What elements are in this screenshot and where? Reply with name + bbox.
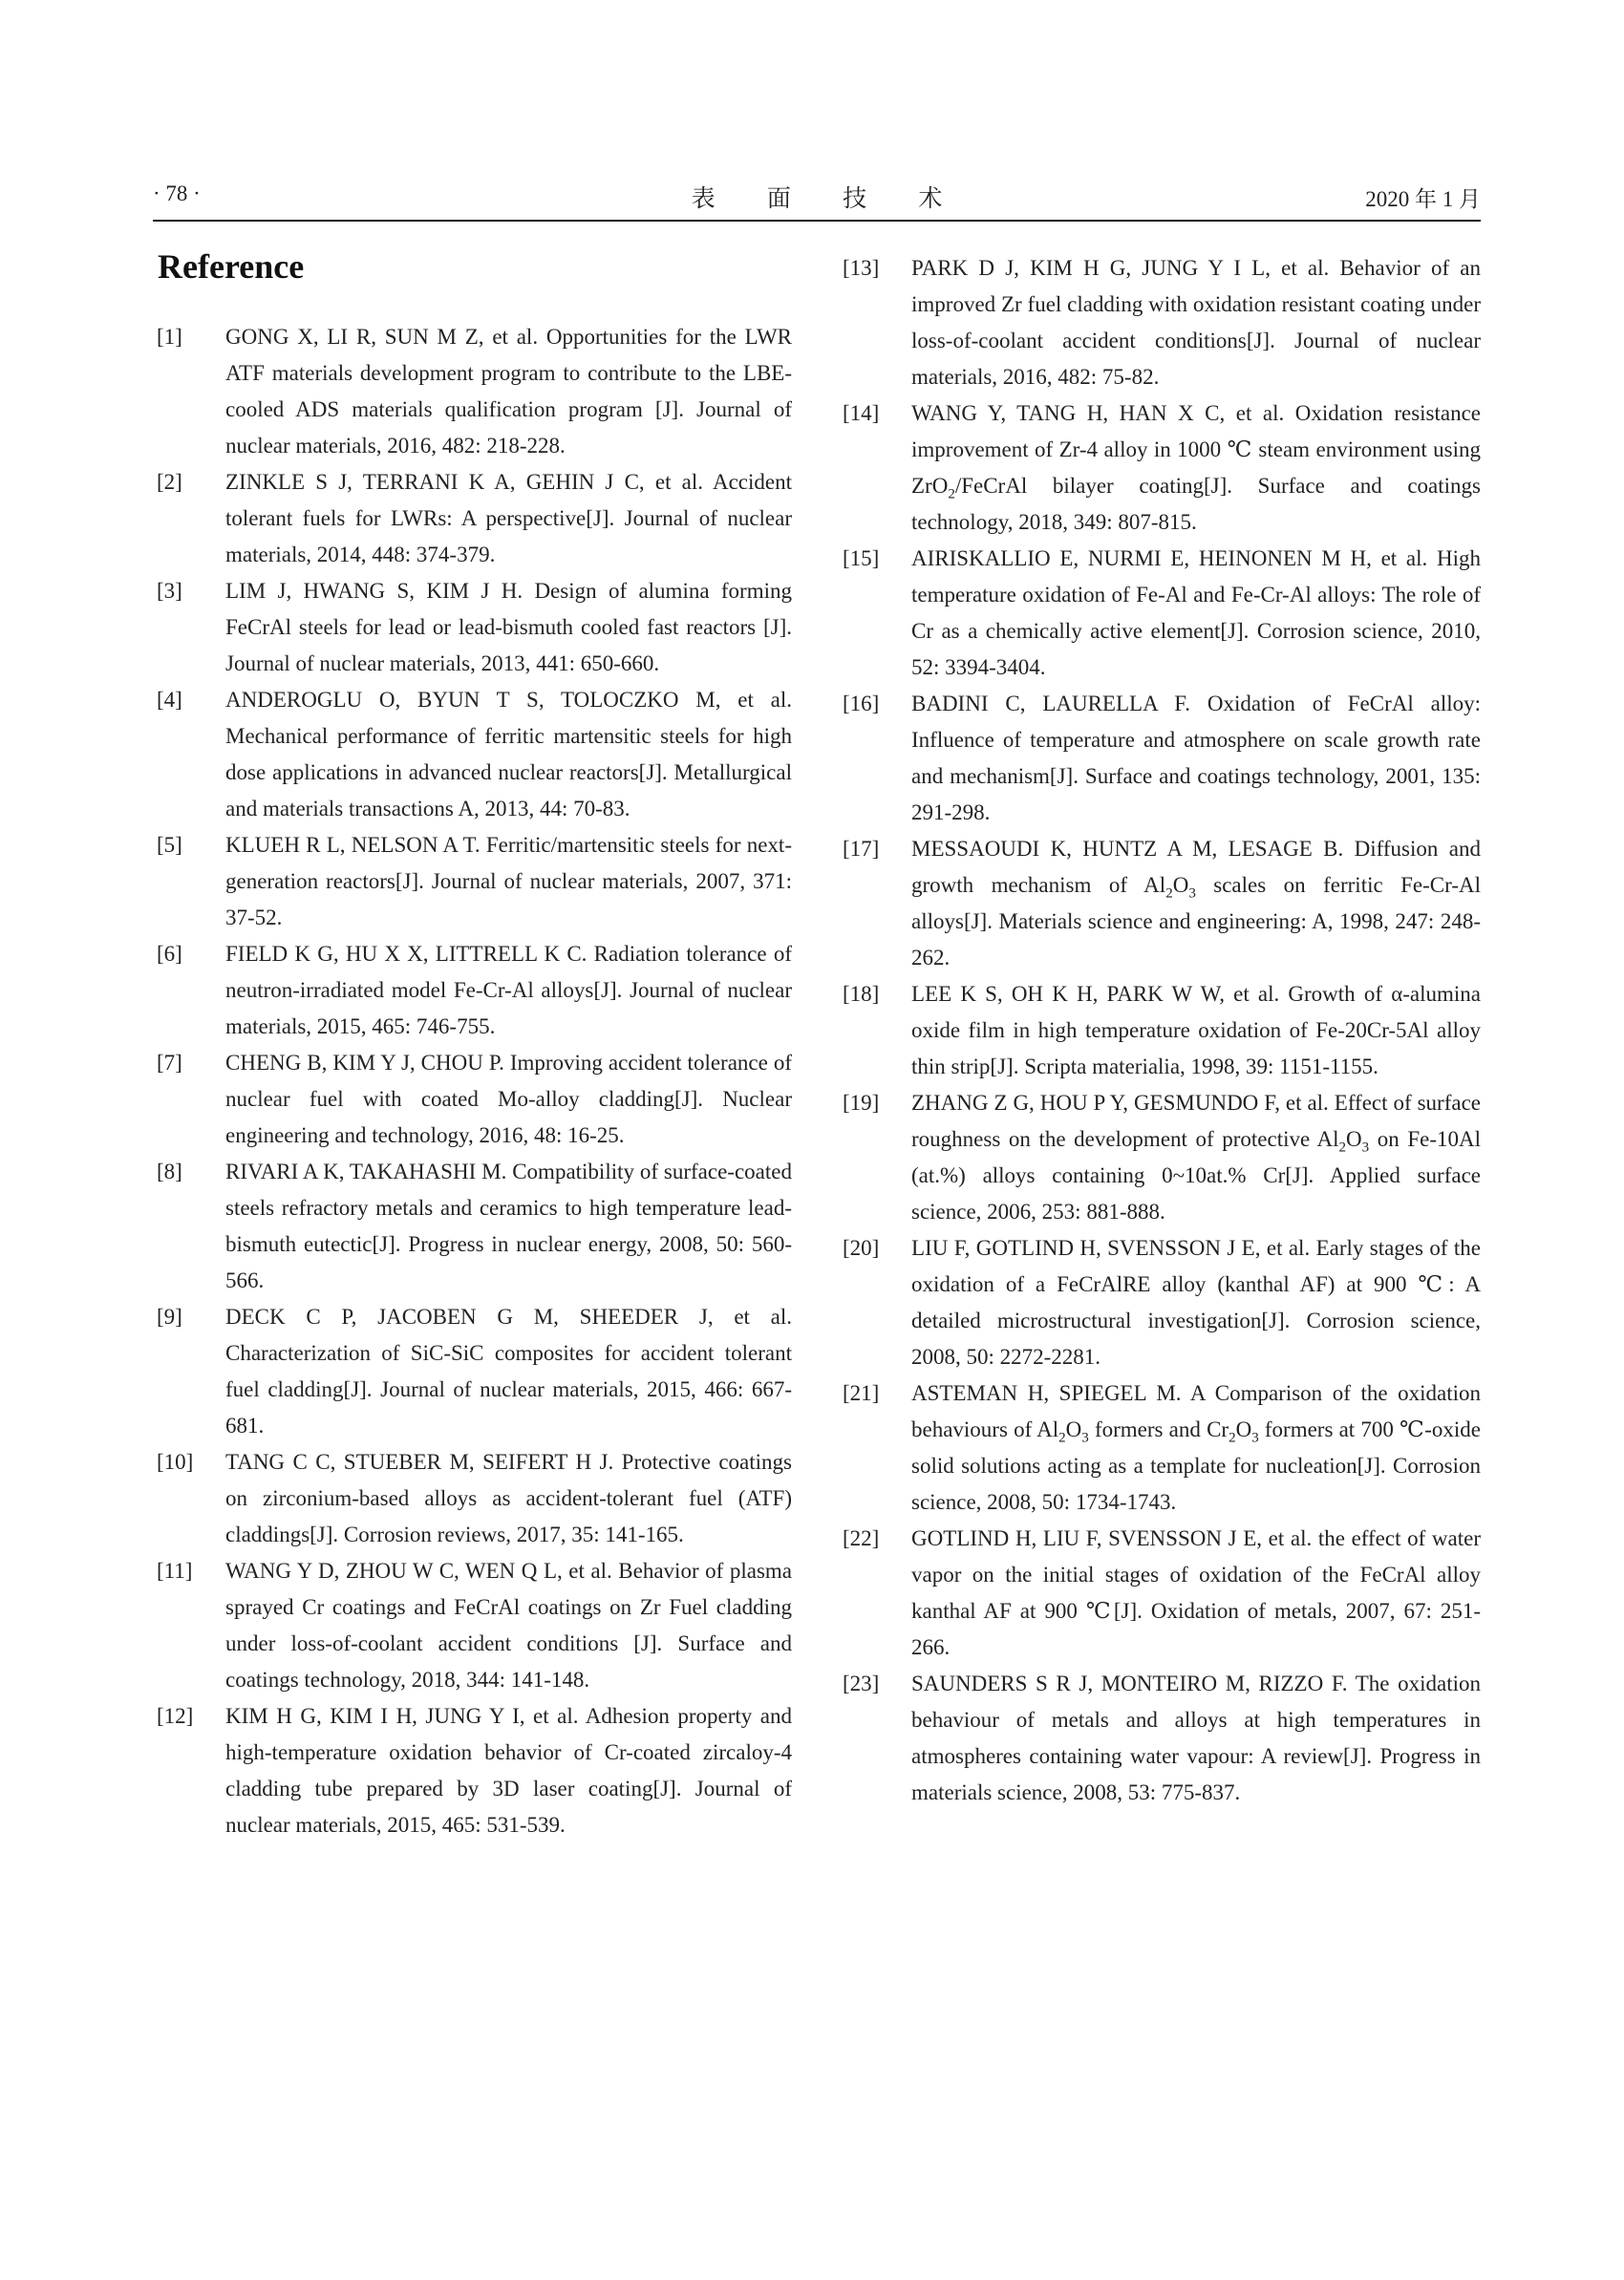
reference-text: SAUNDERS S R J, MONTEIRO M, RIZZO F. The oxidation behaviour of metals and alloys at high temperatures in atmospheres containing water vapour: A review[J]. Progress in materials science, 2008, 53: 775-837. [911,1672,1481,1804]
reference-number: [23] [843,1672,880,1695]
reference-text: BADINI C, LAURELLA F. Oxidation of FeCrAl alloy: Influence of temperature and atmosphere on scale growth rate and mechanism[J]. Surface and coatings technology, 2001, 135: 291-298. [911,692,1481,824]
reference-item [157,1444,792,1553]
reference-number: [12] [157,1704,194,1728]
reference-text: MESSAOUDI K, HUNTZ A M, LESAGE B. Diffusion and growth mechanism of $Al_2O_3$ scales on ferritic Fe-Cr-Al alloys[J]. Materials science and engineering: A, 1998, 247: 248-262. [911,837,1482,970]
section-title: Reference [158,247,305,286]
reference-number: [9] [157,1305,182,1329]
reference-number: [10] [157,1450,194,1474]
reference-item [157,682,792,827]
reference-number: [13] [843,256,880,280]
reference-text: ANDEROGLU O, BYUN T S, TOLOCZKO M, et al. Mechanical performance of ferritic martensitic steels for high dose applications in advanced nuclear reactors[J]. Metallurgical and materials transactions A, 2013, 44: 70-83. [225,688,792,820]
left-column [157,243,792,1843]
page-header [153,178,1481,216]
reference-text: CHENG B, KIM Y J, CHOU P. Improving accident tolerance of nuclear fuel with coated Mo-alloy cladding[J]. Nuclear engineering and technology, 2016, 48: 16-25. [225,1051,792,1147]
reference-text: RIVARI A K, TAKAHASHI M. Compatibility of surface-coated steels refractory metals and ceramics to high temperature lead-bismuth eutectic[J]. Progress in nuclear energy, 2008, 50: 560-566. [225,1160,792,1292]
reference-item [157,1045,792,1154]
reference-number: [20] [843,1236,880,1260]
reference-number: [15] [843,546,880,570]
reference-item [843,1085,1481,1230]
reference-text: KIM H G, KIM I H, JUNG Y I, et al. Adhesion property and high-temperature oxidation behavior of Cr-coated zircaloy-4 cladding tube prepared by 3D laser coating[J]. Journal of nuclear materials, 2015, 465: 531-539. [225,1704,792,1837]
reference-list-right [843,250,1481,1811]
reference-item [157,319,792,464]
reference-number: [4] [157,688,182,712]
reference-text: TANG C C, STUEBER M, SEIFERT H J. Protective coatings on zirconium-based alloys as accident-tolerant fuel (ATF) claddings[J]. Corrosion reviews, 2017, 35: 141-165. [225,1450,792,1546]
reference-text: GONG X, LI R, SUN M Z, et al. Opportunities for the LWR ATF materials development program to contribute to the LBE-cooled ADS materials qualification program [J]. Journal of nuclear materials, 2016, 482: 218-228. [225,325,792,458]
reference-item [157,1698,792,1843]
reference-number: [19] [843,1091,880,1115]
reference-text: WANG Y, TANG H, HAN X C, et al. Oxidation resistance improvement of Zr-4 alloy in 1000 ℃ steam environment using ZrO$_2$/FeCrAl bilayer coating[J]. Surface and coatings technology, 2018, 349: 807-815. [911,401,1481,534]
reference-text: DECK C P, JACOBEN G M, SHEEDER J, et al. Characterization of SiC-SiC composites for accident tolerant fuel cladding[J]. Journal of nuclear materials, 2015, 466: 667-681. [225,1305,792,1438]
reference-item [843,1521,1481,1666]
reference-text: FIELD K G, HU X X, LITTRELL K C. Radiation tolerance of neutron-irradiated model Fe-Cr-Al alloys[J]. Journal of nuclear materials, 2015, 465: 746-755. [225,942,792,1038]
reference-item [157,1553,792,1698]
issue-date: 2020 年 1 月 [1365,187,1481,211]
reference-number: [16] [843,692,880,715]
reference-number: [1] [157,325,182,349]
reference-number: [8] [157,1160,182,1183]
reference-text: ZINKLE S J, TERRANI K A, GEHIN J C, et al. Accident tolerant fuels for LWRs: A perspective[J]. Journal of nuclear materials, 2014, 448: 374-379. [225,470,792,566]
reference-text: ASTEMAN H, SPIEGEL M. A Comparison of the oxidation behaviours of $Al_2O_3$ formers and $Cr_2O_3$ formers at 700 ℃-oxide solid solutions acting as a template for nucleation[J]. Corrosion science, 2008, 50: 1734-1743. [911,1381,1481,1514]
reference-text: WANG Y D, ZHOU W C, WEN Q L, et al. Behavior of plasma sprayed Cr coatings and FeCrAl coatings on Zr Fuel cladding under loss-of-coolant accident conditions [J]. Surface and coatings technology, 2018, 344: 141-148. [225,1559,792,1692]
reference-number: [3] [157,579,182,603]
reference-text: PARK D J, KIM H G, JUNG Y I L, et al. Behavior of an improved Zr fuel cladding with oxidation resistant coating under loss-of-coolant accident conditions[J]. Journal of nuclear materials, 2016, 482: 75-82. [911,256,1481,389]
reference-text: ZHANG Z G, HOU P Y, GESMUNDO F, et al. Effect of surface roughness on the development of protective $Al_2O_3$ on Fe-10Al (at.%) alloys containing 0~10at.% Cr[J]. Applied surface science, 2006, 253: 881-888. [911,1091,1481,1224]
reference-text: LEE K S, OH K H, PARK W W, et al. Growth of α-alumina oxide film in high temperature oxidation of Fe-20Cr-5Al alloy thin strip[J]. Scripta materialia, 1998, 39: 1151-1155. [911,982,1481,1078]
reference-text: GOTLIND H, LIU F, SVENSSON J E, et al. the effect of water vapor on the initial stages of oxidation of the FeCrAl alloy kanthal AF at 900 ℃[J]. Oxidation of metals, 2007, 67: 251-266. [911,1526,1481,1659]
reference-item [157,827,792,936]
reference-item [157,1299,792,1444]
reference-item [843,1375,1481,1521]
reference-list-left [157,319,792,1843]
reference-number: [6] [157,942,182,966]
header-rule [153,220,1481,222]
reference-number: [7] [157,1051,182,1075]
reference-item [843,686,1481,831]
reference-number: [11] [157,1559,193,1583]
reference-text: AIRISKALLIO E, NURMI E, HEINONEN M H, et al. High temperature oxidation of Fe-Al and Fe-Cr-Al alloys: The role of Cr as a chemically active element[J]. Corrosion science, 2010, 52: 3394-3404. [911,546,1481,679]
reference-item [157,1154,792,1299]
reference-number: [17] [843,837,880,861]
reference-item [157,573,792,682]
reference-item [843,831,1481,976]
page-number: · 78 · [153,181,201,205]
reference-number: [22] [843,1526,880,1550]
reference-text: KLUEH R L, NELSON A T. Ferritic/martensitic steels for next-generation reactors[J]. Journal of nuclear materials, 2007, 371: 37-52. [225,833,792,929]
right-column [843,250,1481,1811]
reference-number: [14] [843,401,880,425]
reference-item [157,936,792,1045]
reference-item [843,250,1481,395]
reference-item [843,541,1481,686]
reference-text: LIU F, GOTLIND H, SVENSSON J E, et al. Early stages of the oxidation of a FeCrAlRE alloy (kanthal AF) at 900 ℃: A detailed microstructural investigation[J]. Corrosion science, 2008, 50: 2272-2281. [911,1236,1481,1369]
reference-item [843,1666,1481,1811]
reference-item [157,464,792,573]
reference-number: [2] [157,470,182,494]
reference-item [843,1230,1481,1375]
reference-number: [21] [843,1381,880,1405]
journal-title: 表 面 技 术 [691,186,966,212]
reference-item [843,395,1481,541]
reference-text: LIM J, HWANG S, KIM J H. Design of alumina forming FeCrAl steels for lead or lead-bismuth cooled fast reactors [J]. Journal of nuclear materials, 2013, 441: 650-660. [225,579,792,675]
reference-number: [5] [157,833,182,857]
reference-number: [18] [843,982,880,1006]
reference-item [843,976,1481,1085]
